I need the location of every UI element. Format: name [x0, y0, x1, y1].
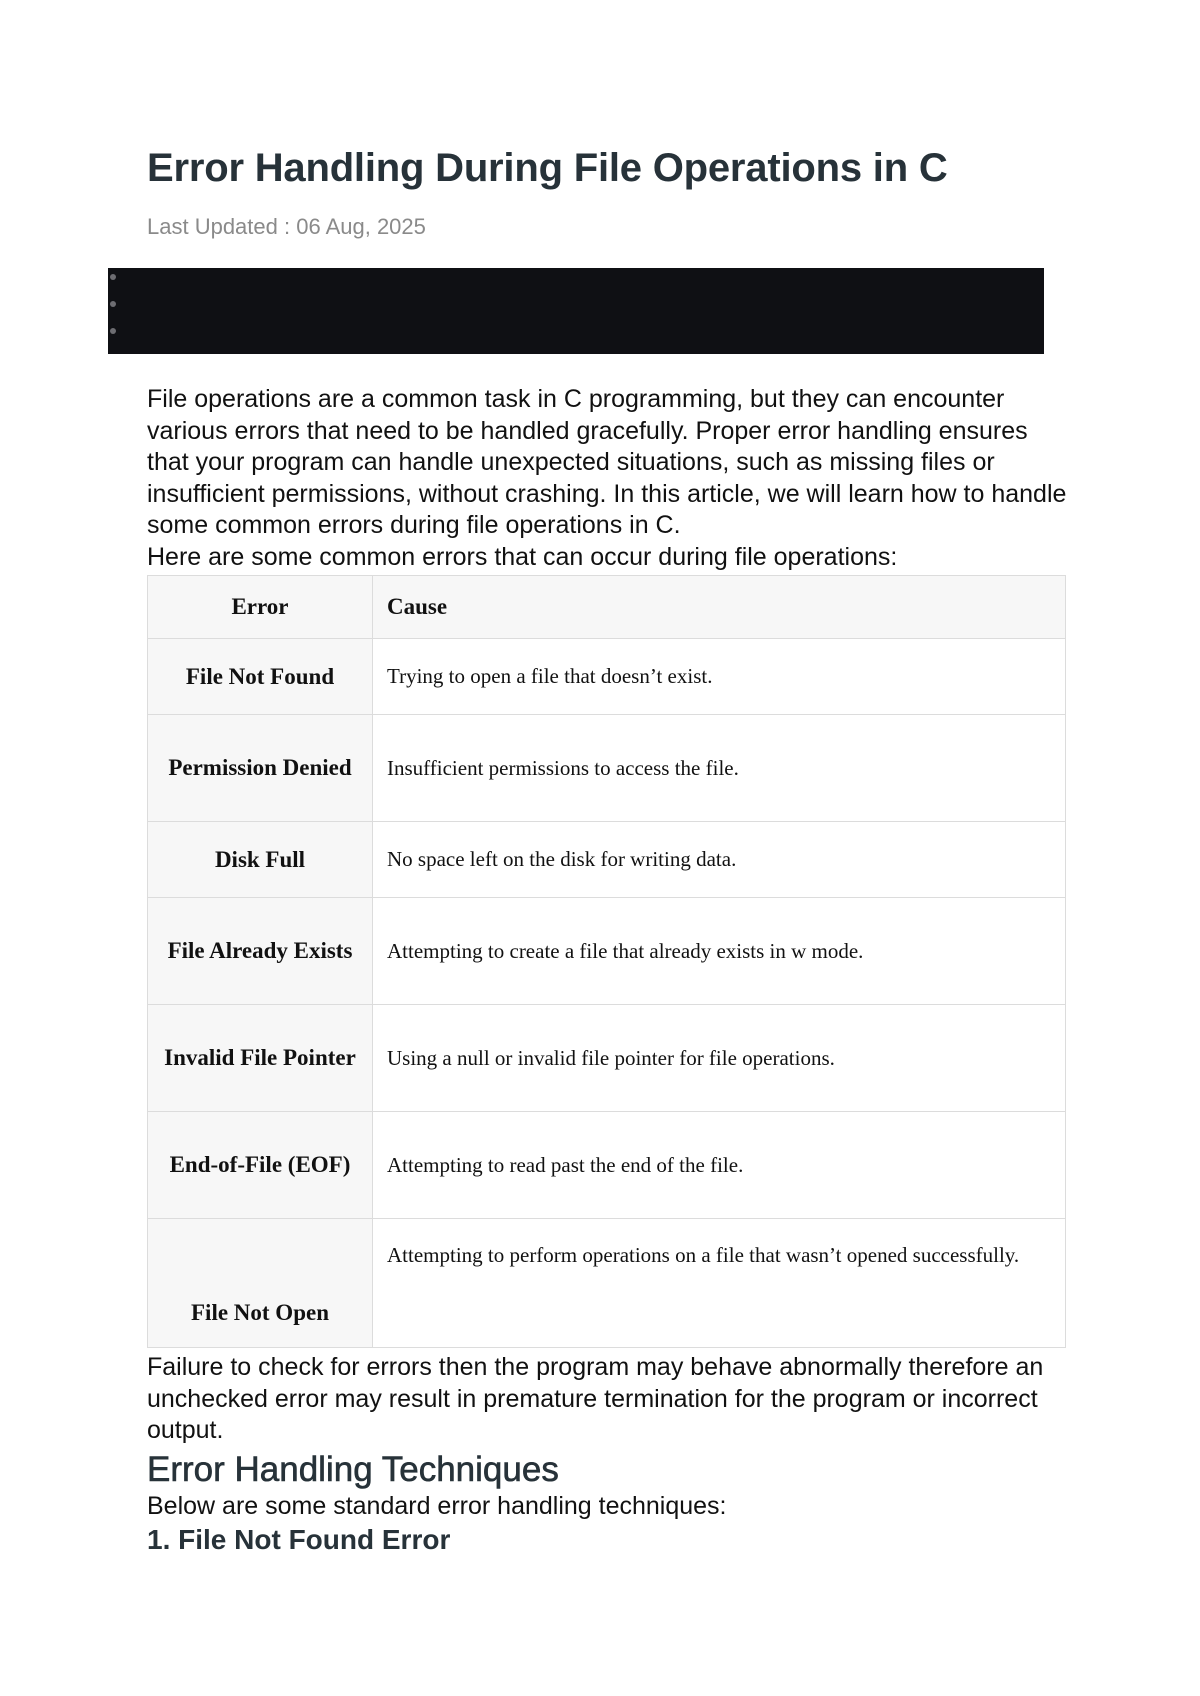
table-row: [148, 1219, 1066, 1348]
error-cell: File Already Exists: [148, 898, 373, 1005]
consequence-paragraph: Failure to check for errors then the program may behave abnormally therefore an unchecked error may result in premature termination for the program or incorrect output.: [147, 1353, 1044, 1444]
section-heading: Error Handling Techniques: [147, 1449, 559, 1489]
dark-banner: [108, 268, 1044, 354]
error-table: [147, 575, 1066, 1348]
article-body: [147, 384, 1067, 1557]
cause-cell: No space left on the disk for writing data.: [373, 822, 1066, 898]
cause-cell: Attempting to read past the end of the file.: [373, 1112, 1066, 1219]
error-cell: End-of-File (EOF): [148, 1112, 373, 1219]
last-updated: Last Updated : 06 Aug, 2025: [147, 214, 426, 239]
header-error: Error: [148, 576, 373, 639]
cause-cell: Attempting to create a file that already exists in w mode.: [373, 898, 1066, 1005]
error-cell: File Not Found: [148, 639, 373, 715]
cause-cell: Using a null or invalid file pointer for file operations.: [373, 1005, 1066, 1112]
header-cause: Cause: [373, 576, 1066, 639]
table-row: [148, 715, 1066, 822]
table-row: [148, 822, 1066, 898]
dot-icon: [110, 274, 116, 280]
table-row: [148, 639, 1066, 715]
error-cell: Invalid File Pointer: [148, 1005, 373, 1112]
cause-cell: Attempting to perform operations on a file that wasn’t opened successfully.: [373, 1219, 1066, 1348]
section-intro: Below are some standard error handling techniques:: [147, 1491, 727, 1520]
error-cell: Permission Denied: [148, 715, 373, 822]
subsection-heading: 1. File Not Found Error: [147, 1524, 451, 1555]
dot-icon: [110, 328, 116, 334]
page-title: Error Handling During File Operations in C: [147, 146, 948, 190]
table-row: [148, 898, 1066, 1005]
cause-cell: Insufficient permissions to access the file.: [373, 715, 1066, 822]
table-row: [148, 1112, 1066, 1219]
table-row: [148, 1005, 1066, 1112]
error-cell: File Not Open: [148, 1219, 373, 1348]
cause-cell: Trying to open a file that doesn’t exist.: [373, 639, 1066, 715]
error-cell: Disk Full: [148, 822, 373, 898]
table-header-row: [148, 576, 1066, 639]
table-lead-text: Here are some common errors that can occur during file operations:: [147, 542, 898, 571]
intro-paragraph: File operations are a common task in C programming, but they can encounter various errors that need to be handled gracefully. Proper error handling ensures that your program can handle unexpected situations, such as missing files or insufficient permissions, without crashing. In this article, we will learn how to handle some common errors during file operations in C.: [147, 385, 1067, 539]
dot-icon: [110, 301, 116, 307]
